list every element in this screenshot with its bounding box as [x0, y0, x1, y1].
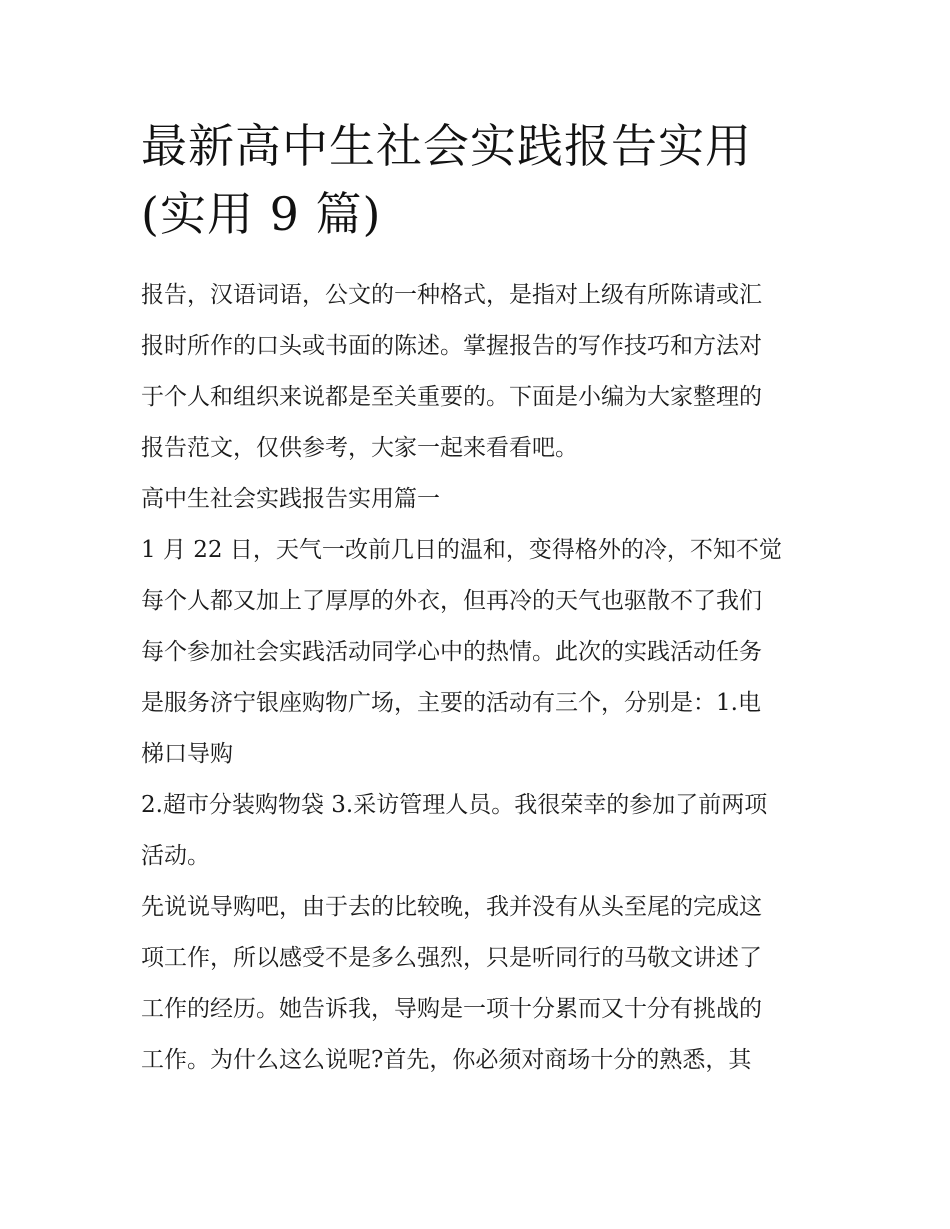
paragraph-line: 2.超市分装购物袋 3.采访管理人员。我很荣幸的参加了前两项 — [141, 792, 768, 818]
paragraph-line: 项工作，所以感受不是多么强烈，只是听同行的马敬文讲述了 — [141, 945, 762, 971]
paragraph-line: 先说说导购吧，由于去的比较晚，我并没有从头至尾的完成这 — [141, 894, 762, 920]
section-heading — [141, 474, 821, 525]
paragraph-line: 活动。 — [141, 843, 210, 869]
paragraph-line: 1 月 22 日，天气一改前几日的温和，变得格外的冷，不知不觉 — [141, 537, 782, 563]
paragraph-line: 是服务济宁银座购物广场，主要的活动有三个，分别是：1.电 — [141, 690, 761, 716]
title-line-2: (实用 9 篇) — [141, 187, 382, 241]
paragraph-line: 梯口导购 — [141, 741, 233, 767]
paragraph-line: 于个人和组织来说都是至关重要的。下面是小编为大家整理的 — [141, 384, 762, 410]
intro-paragraph — [141, 270, 821, 474]
paragraph-line: 报时所作的口头或书面的陈述。掌握报告的写作技巧和方法对 — [141, 333, 762, 359]
title-line-1: 最新高中生社会实践报告实用 — [141, 119, 752, 173]
paragraph-line: 报告，汉语词语，公文的一种格式，是指对上级有所陈请或汇 — [141, 282, 762, 308]
paragraph-line: 工作的经历。她告诉我，导购是一项十分累而又十分有挑战的 — [141, 996, 762, 1022]
paragraph-line: 每个人都又加上了厚厚的外衣，但再冷的天气也驱散不了我们 — [141, 588, 762, 614]
document-title — [141, 112, 821, 248]
body-paragraph — [141, 882, 821, 1086]
section-heading-text: 高中生社会实践报告实用篇一 — [141, 486, 440, 512]
paragraph-line: 工作。为什么这么说呢?首先，你必须对商场十分的熟悉，其 — [141, 1047, 752, 1073]
body-paragraph — [141, 525, 821, 780]
document-body — [141, 112, 821, 1086]
paragraph-line: 报告范文，仅供参考，大家一起来看看吧。 — [141, 435, 578, 461]
body-paragraph — [141, 780, 821, 882]
paragraph-line: 每个参加社会实践活动同学心中的热情。此次的实践活动任务 — [141, 639, 762, 665]
